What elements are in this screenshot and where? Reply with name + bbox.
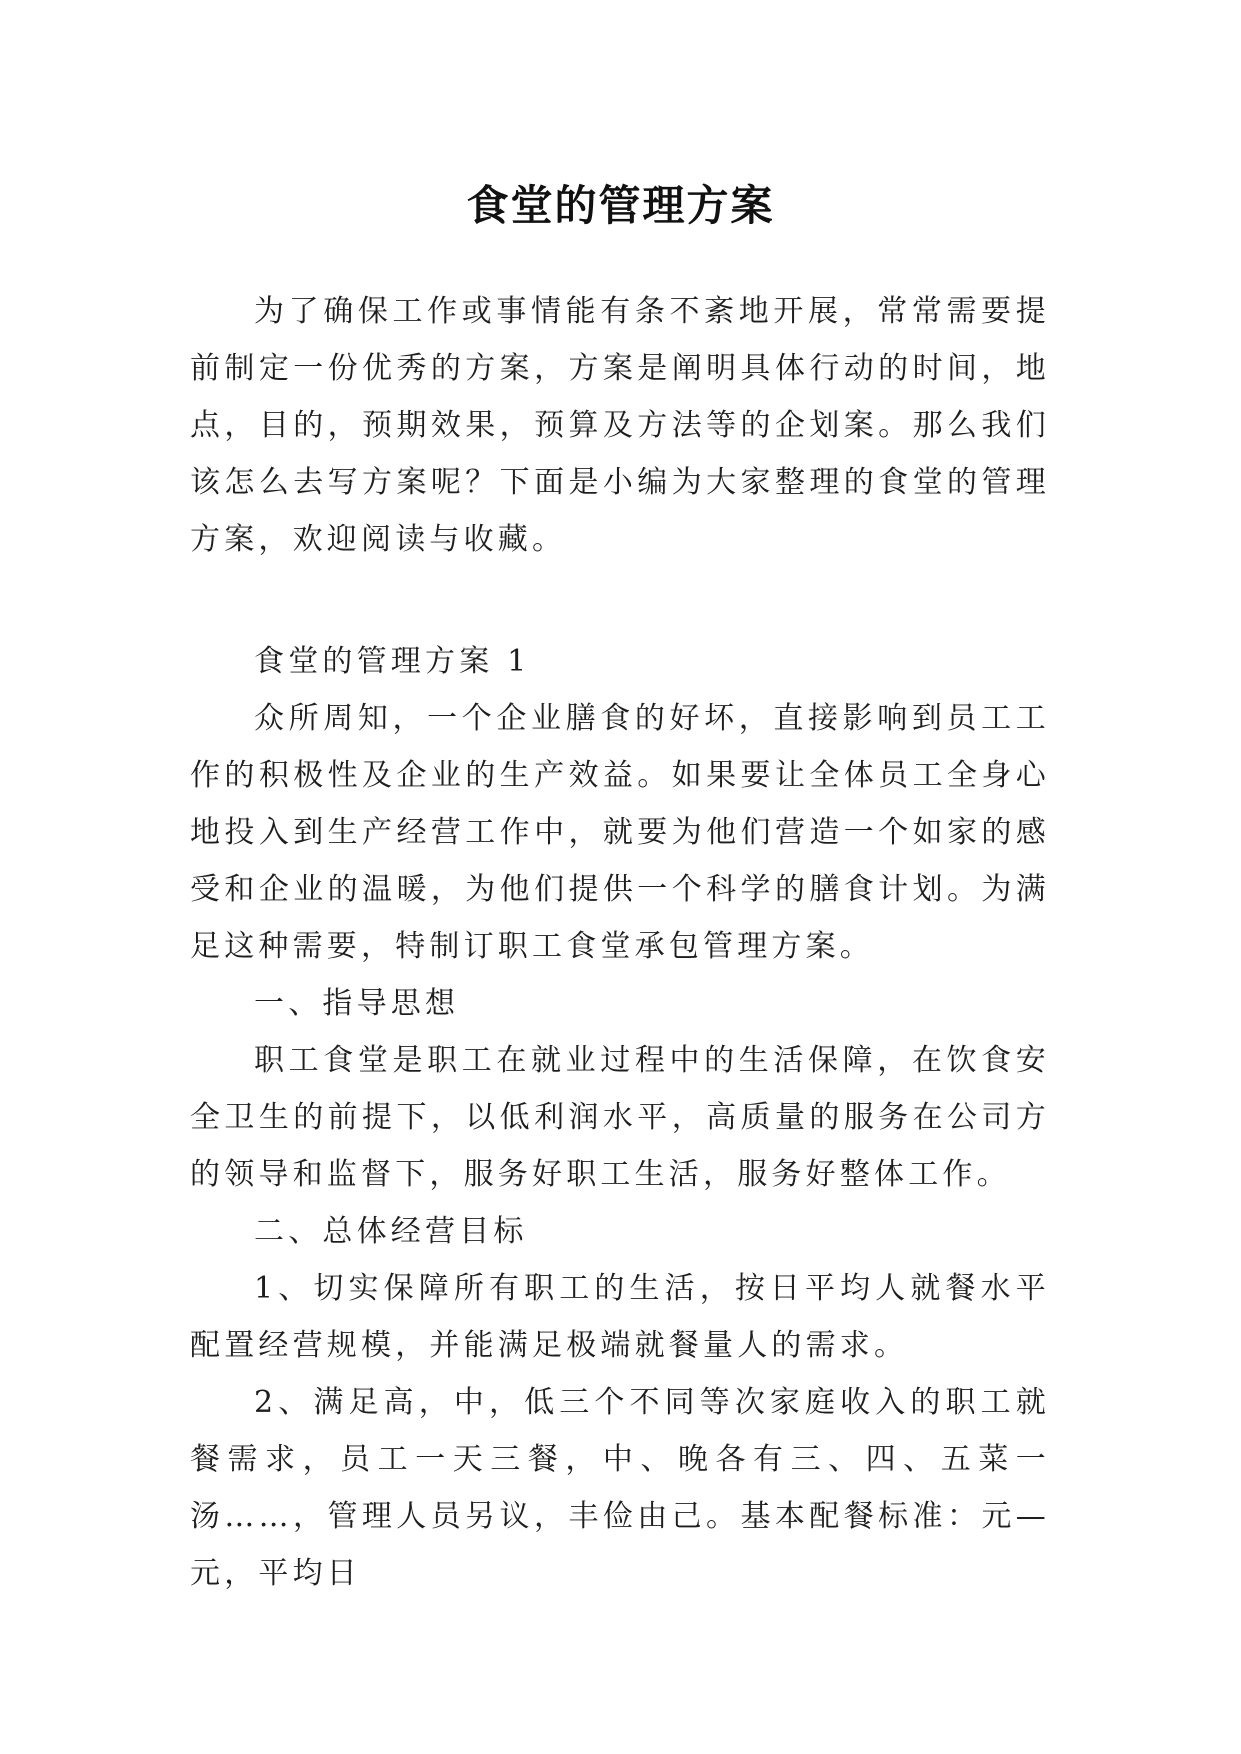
intro-paragraph: 为了确保工作或事情能有条不紊地开展，常常需要提前制定一份优秀的方案，方案是阐明具体行动的时间，地点，目的，预期效果，预算及方法等的企划案。那么我们该怎么去写方案呢？下面是小编为大家整理的食堂的管理方案，欢迎阅读与收藏。 — [190, 294, 1050, 557]
section-heading-plan-1: 食堂的管理方案 1 — [254, 644, 531, 679]
intro-section — [190, 283, 1050, 568]
main-section — [190, 633, 1050, 1602]
paragraph-goal-1: 1、切实保障所有职工的生活，按日平均人就餐水平配置经营规模，并能满足极端就餐量人的需求。 — [190, 1271, 1050, 1363]
document-title: 食堂的管理方案 — [466, 181, 775, 231]
paragraph-overview: 众所周知，一个企业膳食的好坏，直接影响到员工工作的积极性及企业的生产效益。如果要让全体员工全身心地投入到生产经营工作中，就要为他们营造一个如家的感受和企业的温暖，为他们提供一个科学的膳食计划。为满足这种需要，特制订职工食堂承包管理方案。 — [190, 701, 1050, 964]
section-heading-guiding-ideology: 一、指导思想 — [254, 986, 460, 1021]
section-heading-business-goals: 二、总体经营目标 — [254, 1214, 528, 1249]
paragraph-guiding-ideology: 职工食堂是职工在就业过程中的生活保障，在饮食安全卫生的前提下，以低利润水平，高质量的服务在公司方的领导和监督下，服务好职工生活，服务好整体工作。 — [190, 1043, 1050, 1192]
paragraph-goal-2: 2、满足高，中，低三个不同等次家庭收入的职工就餐需求，员工一天三餐，中、晚各有三、四、五菜一汤……，管理人员另议，丰俭由己。基本配餐标准：元—元，平均日 — [190, 1385, 1050, 1591]
